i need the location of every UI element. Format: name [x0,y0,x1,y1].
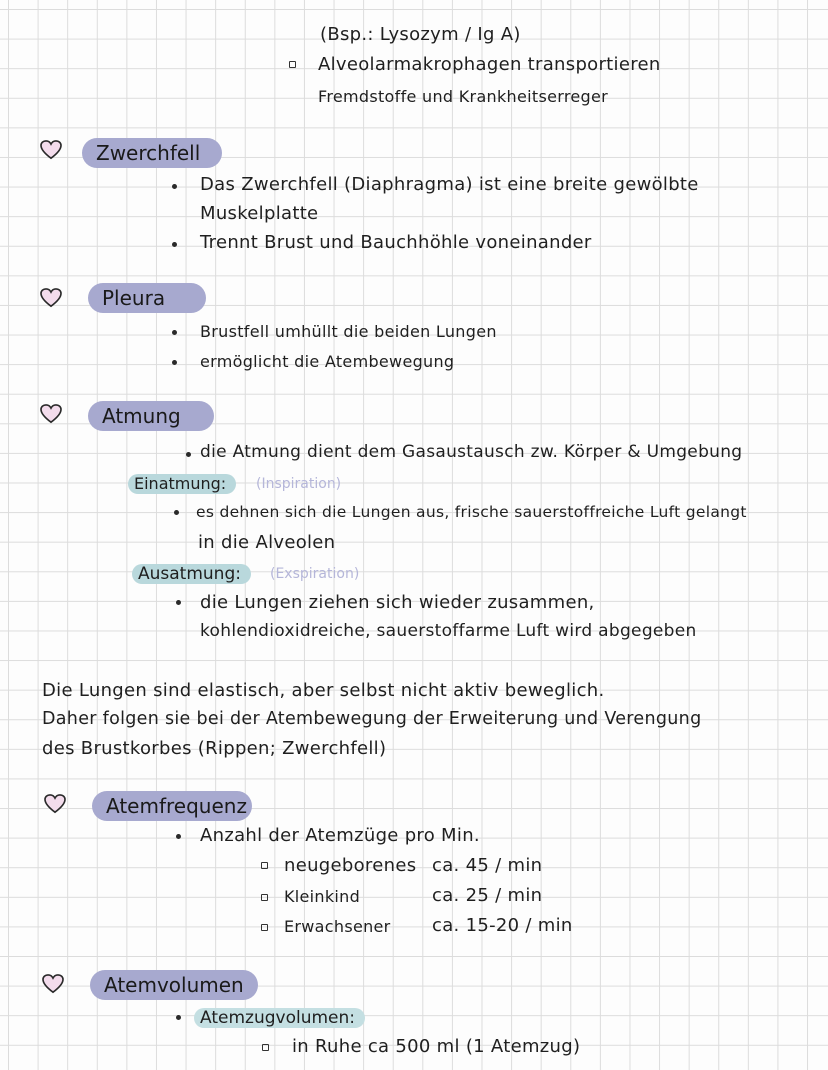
zwerchfell-bullet-2: Trennt Brust und Bauchhöhle voneinander [200,232,592,253]
atemfrequenz-bullet-1: Anzahl der Atemzüge pro Min. [200,825,480,846]
checkbox-bullet [261,924,268,931]
heart-icon [44,794,66,814]
ausatmung-line-2: kohlendioxidreiche, sauerstoffarme Luft wird abgegeben [200,621,697,641]
einatmung-note: (Inspiration) [256,476,342,492]
einatmung-line-1: es dehnen sich die Lungen aus, frische sauerstoffreiche Luft gelangt [196,503,747,521]
ausatmung-line-1: die Lungen ziehen sich wieder zusammen, [200,592,595,613]
pleura-bullet-2: ermöglicht die Atembewegung [200,352,455,371]
atemvolumen-item: in Ruhe ca 500 ml (1 Atemzug) [292,1036,581,1057]
frequency-row-value: ca. 25 / min [432,885,543,906]
section-heading-atemfrequenz: Atemfrequenz [92,791,252,821]
heart-icon [40,140,62,160]
heart-icon [40,404,62,424]
example-note: (Bsp.: Lysozym / Ig A) [320,24,521,45]
bullet [186,452,191,457]
ausatmung-note: (Exspiration) [270,566,360,582]
einatmung-line-2: in die Alveolen [198,532,336,553]
section-heading-atmung: Atmung [88,401,214,431]
bullet [172,184,177,189]
macrophages-line-1: Alveolarmakrophagen transportieren [318,54,661,75]
bullet [172,360,177,365]
heart-icon [40,288,62,308]
zwerchfell-bullet-1-line-1: Das Zwerchfell (Diaphragma) ist eine breite gewölbte [200,174,699,195]
bullet [174,510,179,515]
atmung-bullet-1: die Atmung dient dem Gasaustausch zw. Körper & Umgebung [200,442,743,462]
paragraph-line-1: Die Lungen sind elastisch, aber selbst nicht aktiv beweglich. [42,680,605,701]
atemzugvolumen-label: Atemzugvolumen: [194,1008,365,1028]
bullet [172,242,177,247]
section-heading-atemvolumen: Atemvolumen [90,970,258,1000]
bullet [176,834,181,839]
frequency-row-label: Kleinkind [284,887,361,906]
macrophages-line-2: Fremdstoffe und Krankheitserreger [318,87,608,106]
section-heading-zwerchfell: Zwerchfell [82,138,222,168]
bullet [176,1015,181,1020]
heart-icon [42,974,64,994]
frequency-row-label: Erwachsener [284,917,391,936]
checkbox-bullet [262,1044,269,1051]
ausatmung-label: Ausatmung: [132,564,251,584]
einatmung-label: Einatmung: [128,474,236,494]
section-heading-pleura: Pleura [88,283,206,313]
checkbox-bullet [261,862,268,869]
bullet [172,330,177,335]
paragraph-line-2: Daher folgen sie bei der Atembewegung der Erweiterung und Verengung [42,709,702,729]
zwerchfell-bullet-1-line-2: Muskelplatte [200,203,319,224]
frequency-row-value: ca. 15-20 / min [432,915,573,936]
checkbox-bullet [289,61,296,68]
bullet [176,600,181,605]
paragraph-line-3: des Brustkorbes (Rippen; Zwerchfell) [42,738,387,759]
pleura-bullet-1: Brustfell umhüllt die beiden Lungen [200,322,497,341]
frequency-row-label: neugeborenes [284,855,417,876]
checkbox-bullet [261,894,268,901]
frequency-row-value: ca. 45 / min [432,855,543,876]
